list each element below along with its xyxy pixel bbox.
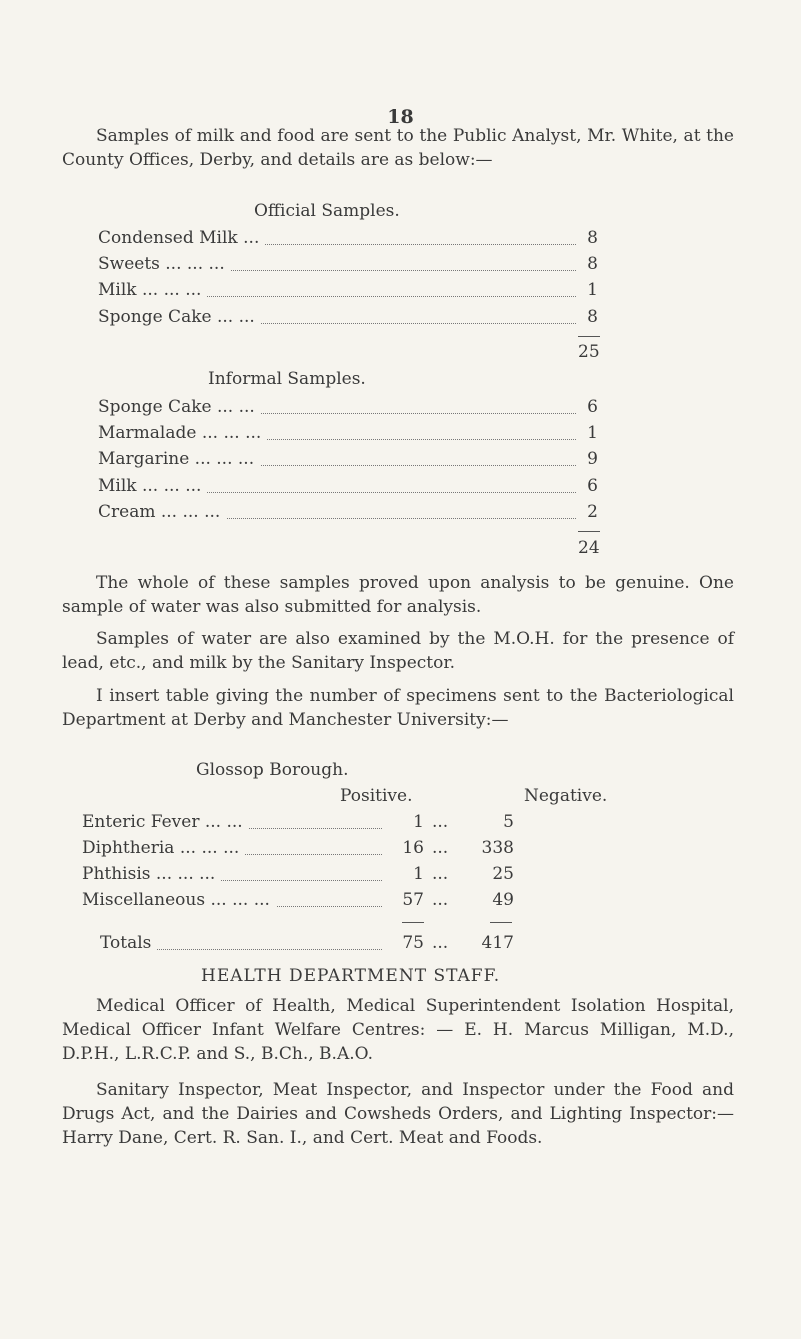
row-label: Milk ... ... ...	[98, 476, 207, 496]
table-row	[82, 890, 642, 912]
official-samples-heading: Official Samples.	[254, 201, 400, 221]
row-label: Condensed Milk ...	[98, 228, 265, 248]
ellipsis: ...	[432, 890, 449, 910]
official-row	[98, 228, 598, 250]
positive-count: 57	[382, 890, 424, 910]
water-paragraph: Samples of water are also examined by the M.O.H. for the presence of lead, etc., and milk by the Sanitary Inspector.	[62, 629, 734, 673]
table-intro-paragraph: I insert table giving the number of specimens sent to the Bacteriological Department at Derby and Manchester University:—	[62, 686, 734, 730]
totals-positive: 75	[382, 933, 424, 953]
negative-count: 5	[503, 812, 514, 832]
sanitary-inspector-paragraph: Sanitary Inspector, Meat Inspector, and Inspector under the Food and Drugs Act, and the Dairies and Cowsheds Orders, and Lighting Inspector:—Harry Dane, Cert. R. San. I., and Cert. Meat and Foods.	[62, 1080, 734, 1148]
borough-heading: Glossop Borough.	[196, 760, 349, 780]
informal-row	[98, 476, 598, 498]
official-row	[98, 254, 598, 276]
informal-row	[98, 502, 598, 524]
moh-paragraph: Medical Officer of Health, Medical Superintendent Isolation Hospital, Medical Officer Infant Welfare Centres: — E. H. Marcus Milligan, M.D., D.P.H., L.R.C.P. and S., B.Ch., B.A.O.	[62, 996, 734, 1064]
row-value: 9	[581, 449, 598, 469]
sum-rule	[578, 336, 600, 337]
row-label: Phthisis ... ... ...	[82, 864, 221, 884]
row-label: Sponge Cake ... ...	[98, 307, 261, 327]
totals-negative: 417	[481, 933, 514, 953]
row-value: 1	[581, 423, 598, 443]
official-row	[98, 280, 598, 302]
row-value: 8	[581, 307, 598, 327]
genuine-paragraph: The whole of these samples proved upon analysis to be genuine. One sample of water was also submitted for analysis.	[62, 573, 734, 617]
ellipsis: ...	[432, 838, 449, 858]
negative-count: 49	[492, 890, 514, 910]
informal-total: 24	[578, 538, 600, 558]
row-label: Sweets ... ... ...	[98, 254, 231, 274]
row-value: 2	[581, 502, 598, 522]
ellipsis: ...	[432, 933, 449, 953]
row-label: Miscellaneous ... ... ...	[82, 890, 276, 910]
informal-row	[98, 423, 598, 445]
totals-label: Totals	[100, 933, 157, 953]
positive-count: 1	[382, 864, 424, 884]
row-value: 8	[581, 254, 598, 274]
informal-samples-heading: Informal Samples.	[208, 369, 366, 389]
sum-rule	[578, 531, 600, 532]
informal-row	[98, 449, 598, 471]
page-number: 18	[387, 106, 414, 128]
row-value: 6	[581, 476, 598, 496]
intro-paragraph: Samples of milk and food are sent to the Public Analyst, Mr. White, at the County Offices, Derby, and details are as below:—	[62, 126, 734, 170]
official-row	[98, 307, 598, 329]
staff-heading: HEALTH DEPARTMENT STAFF.	[201, 966, 501, 986]
row-label: Diphtheria ... ... ...	[82, 838, 245, 858]
positive-count: 16	[382, 838, 424, 858]
row-value: 6	[581, 397, 598, 417]
official-total: 25	[578, 342, 600, 362]
row-label: Cream ... ... ...	[98, 502, 226, 522]
row-label: Marmalade ... ... ...	[98, 423, 267, 443]
ellipsis: ...	[432, 812, 449, 832]
sum-rule	[402, 922, 424, 923]
row-value: 8	[581, 228, 598, 248]
totals-row	[82, 933, 642, 955]
row-label: Enteric Fever ... ...	[82, 812, 249, 832]
table-row	[82, 838, 642, 860]
positive-count: 1	[382, 812, 424, 832]
row-label: Margarine ... ... ...	[98, 449, 260, 469]
row-label: Sponge Cake ... ...	[98, 397, 261, 417]
row-label: Milk ... ... ...	[98, 280, 207, 300]
row-value: 1	[581, 280, 598, 300]
table-row	[82, 864, 642, 886]
negative-count: 338	[481, 838, 514, 858]
negative-count: 25	[492, 864, 514, 884]
informal-row	[98, 397, 598, 419]
table-row	[82, 812, 642, 834]
sum-rule	[490, 922, 512, 923]
ellipsis: ...	[432, 864, 449, 884]
positive-column-header: Positive.	[340, 786, 413, 806]
negative-column-header: Negative.	[524, 786, 608, 806]
